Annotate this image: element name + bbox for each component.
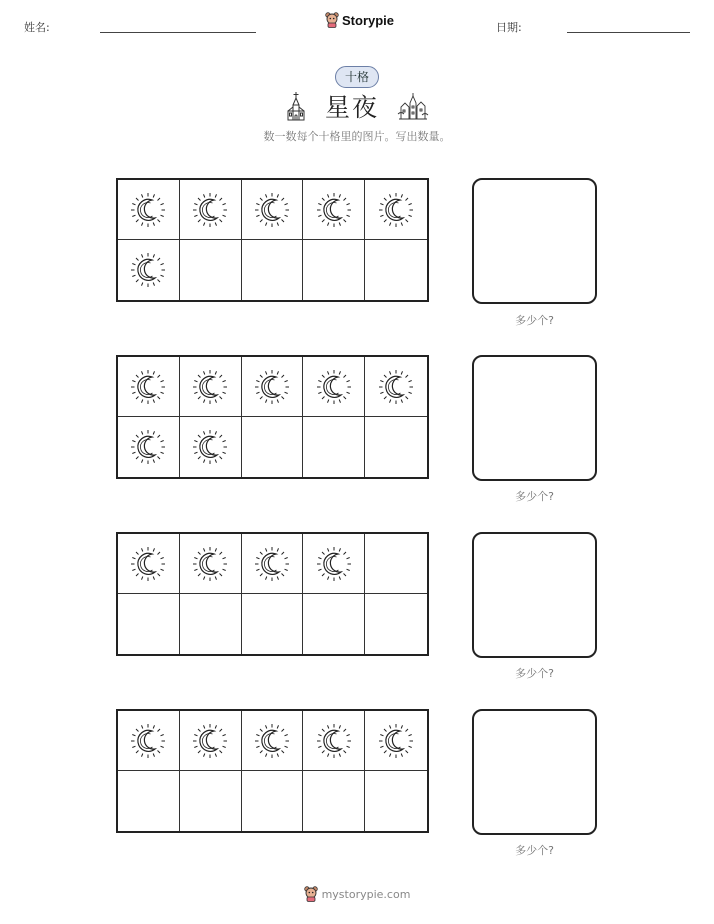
bear-mascot-icon (325, 12, 339, 28)
crescent-moon-icon (130, 723, 166, 759)
crescent-moon-icon (378, 723, 414, 759)
frame-cell (303, 771, 365, 831)
crescent-moon-icon (192, 546, 228, 582)
frame-cell (242, 594, 304, 654)
crescent-moon-icon (192, 192, 228, 228)
name-field-line[interactable] (100, 32, 256, 33)
frame-cell (118, 417, 180, 477)
frame-cell (180, 534, 242, 594)
crescent-moon-icon (316, 192, 352, 228)
crescent-moon-icon (192, 369, 228, 405)
frame-cell (365, 771, 427, 831)
bear-mascot-icon (304, 886, 318, 902)
brand-name: Storypie (342, 12, 395, 28)
crescent-moon-icon (192, 723, 228, 759)
ten-frame-2 (116, 355, 429, 479)
crescent-moon-icon (192, 429, 228, 465)
frame-cell (365, 357, 427, 417)
frame-cell (242, 357, 304, 417)
answer-box-2[interactable] (472, 355, 597, 481)
frame-cell (303, 711, 365, 771)
frame-cell (303, 534, 365, 594)
frame-cell (118, 771, 180, 831)
frame-cell (303, 240, 365, 300)
frame-cell (180, 180, 242, 240)
frame-cell (118, 357, 180, 417)
how-many-label-4: 多少个? (515, 844, 554, 857)
date-field-line[interactable] (567, 32, 690, 33)
ten-frame-4 (116, 709, 429, 833)
answer-box-4[interactable] (472, 709, 597, 835)
crescent-moon-icon (130, 252, 166, 288)
worksheet-title: 星夜 (324, 93, 379, 122)
crescent-moon-icon (378, 192, 414, 228)
name-label: 姓名: (24, 21, 50, 34)
frame-cell (365, 534, 427, 594)
frame-cell (303, 357, 365, 417)
frame-cell (365, 711, 427, 771)
frame-cell (242, 240, 304, 300)
frame-cell (118, 180, 180, 240)
church-icon (285, 91, 307, 121)
frame-cell (118, 240, 180, 300)
frame-cell (303, 417, 365, 477)
how-many-label-2: 多少个? (515, 490, 554, 503)
frame-cell (180, 240, 242, 300)
frame-cell (242, 711, 304, 771)
crescent-moon-icon (316, 369, 352, 405)
storypie-logo (325, 12, 394, 28)
how-many-label-3: 多少个? (515, 667, 554, 680)
frame-cell (303, 594, 365, 654)
crescent-moon-icon (130, 192, 166, 228)
topic-tag: 十格 (335, 66, 379, 88)
crescent-moon-icon (316, 546, 352, 582)
crescent-moon-icon (130, 429, 166, 465)
crescent-moon-icon (254, 546, 290, 582)
frame-cell (365, 180, 427, 240)
frame-cell (303, 180, 365, 240)
ten-frame-3 (116, 532, 429, 656)
crescent-moon-icon (254, 723, 290, 759)
frame-cell (365, 417, 427, 477)
frame-cell (365, 240, 427, 300)
answer-box-1[interactable] (472, 178, 597, 304)
crescent-moon-icon (254, 369, 290, 405)
frame-cell (180, 594, 242, 654)
frame-cell (180, 771, 242, 831)
frame-cell (118, 711, 180, 771)
frame-cell (180, 357, 242, 417)
crescent-moon-icon (316, 723, 352, 759)
frame-cell (242, 771, 304, 831)
frame-cell (118, 534, 180, 594)
frame-cell (242, 180, 304, 240)
footer (0, 886, 714, 902)
date-label: 日期: (496, 21, 522, 34)
ten-frame-1 (116, 178, 429, 302)
crescent-moon-icon (254, 192, 290, 228)
footer-url: mystorypie.com (321, 887, 411, 901)
crescent-moon-icon (130, 546, 166, 582)
village-icon (397, 92, 429, 120)
frame-cell (118, 594, 180, 654)
crescent-moon-icon (130, 369, 166, 405)
instructions: 数一数每个十格里的图片。写出数量。 (263, 130, 451, 143)
frame-cell (365, 594, 427, 654)
answer-box-3[interactable] (472, 532, 597, 658)
frame-cell (242, 534, 304, 594)
frame-cell (242, 417, 304, 477)
how-many-label-1: 多少个? (515, 314, 554, 327)
frame-cell (180, 417, 242, 477)
frame-cell (180, 711, 242, 771)
crescent-moon-icon (378, 369, 414, 405)
